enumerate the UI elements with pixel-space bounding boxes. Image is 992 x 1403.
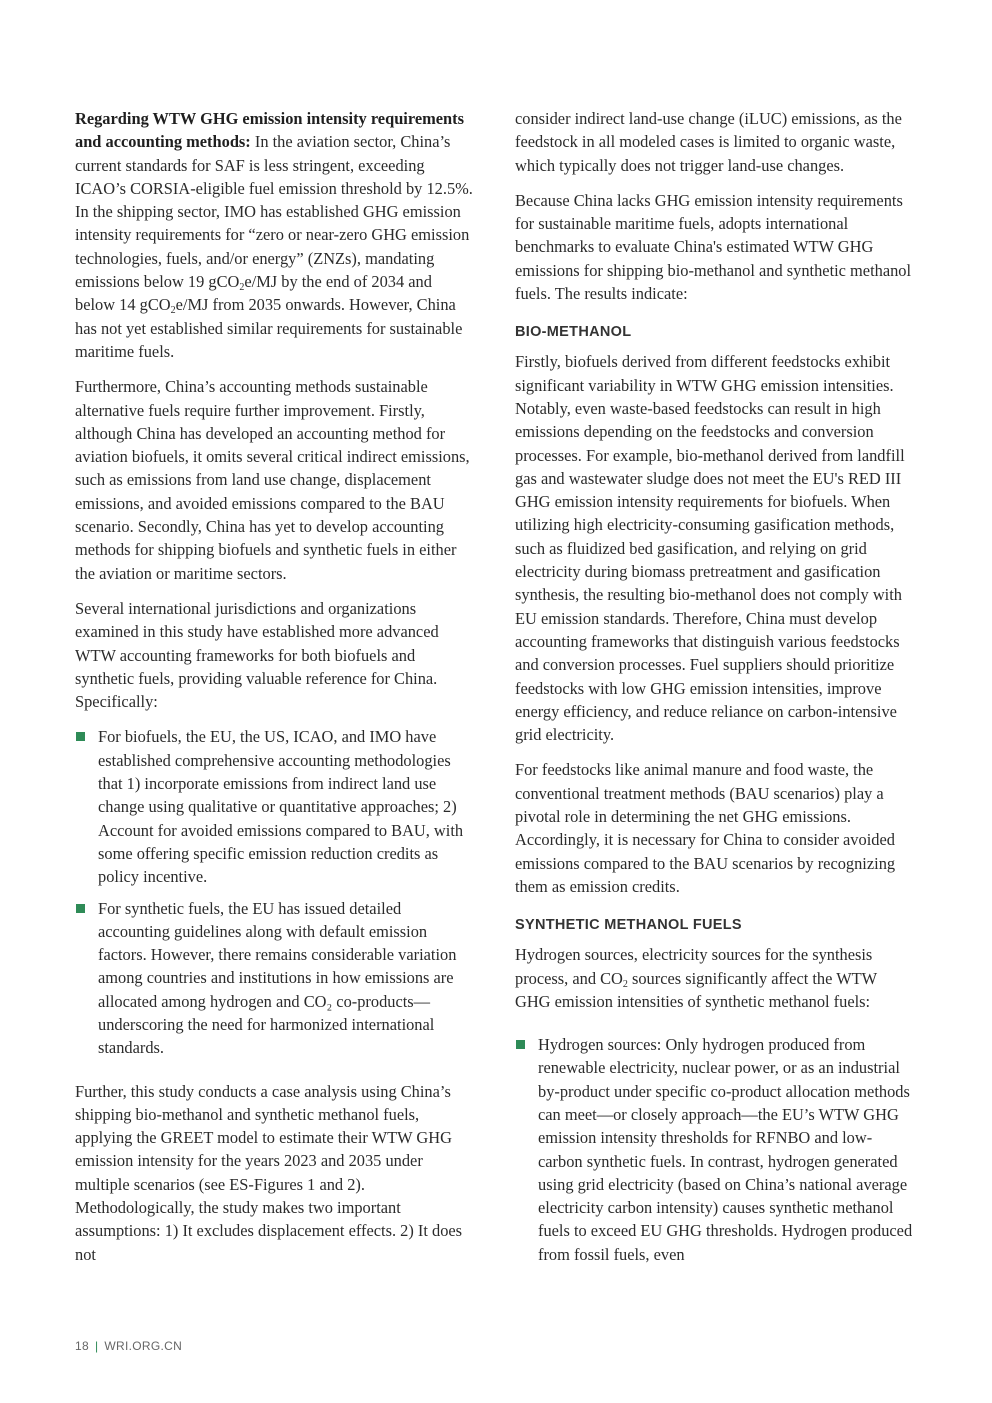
list-item-text: For synthetic fuels, the EU has issued detailed accounting guidelines along with default emission factors. However, there remains considerable variation among countries and institutions in how emissions are allocated among hydrogen and CO₂ co-products—underscoring the need for harmonized international standards.: [98, 898, 457, 1058]
paragraph-text: sources significantly affect the WTW GHG emission intensities of synthetic methanol fuels:: [515, 968, 877, 1011]
bullet-list: [75, 725, 475, 1059]
list-item: [515, 1033, 915, 1266]
paragraph-text: In the aviation sector, China’s current standards for SAF is less stringent, exceeding ICAO’s CORSIA-eligible fuel emission threshold by 12.5%. In the shipping sector, IMO has established GHG emission intensity requirements for “zero or near-zero GHG emission technologies, fuels, and/or energy” (ZNZs), mandating emissions below 19 gCO: [75, 132, 473, 292]
site-link[interactable]: WRI.ORG.CN: [104, 1339, 183, 1353]
square-bullet-icon: [516, 1040, 525, 1049]
paragraph-benchmarks: Because China lacks GHG emission intensity requirements for sustainable maritime fuels, adopts international benchmarks to evaluate China's estimated WTW GHG emissions for shipping bio-methanol and synthetic methanol fuels. The results indicate:: [515, 190, 912, 304]
right-column: [515, 107, 915, 1278]
subscript: 2: [622, 978, 628, 990]
list-item: [75, 897, 475, 1060]
paragraph-lead-bold: Regarding WTW GHG emission intensity requirements and accounting methods:: [75, 109, 464, 152]
paragraph-international: Several international jurisdictions and organizations examined in this study have established more advanced WTW accounting frameworks for both biofuels and synthetic fuels, providing valuable reference for China. Specifically:: [75, 598, 439, 712]
square-bullet-icon: [76, 732, 85, 741]
section-heading-synthetic-methanol: SYNTHETIC METHANOL FUELS: [515, 917, 742, 934]
page-footer: [75, 1339, 182, 1353]
list-item-text: For biofuels, the EU, the US, ICAO, and IMO have established comprehensive accounting methodologies that 1) incorporate emissions from indirect land use change using qualitative or quantitative approaches; 2) Account for avoided emissions compared to BAU, with some offering specific emission reduction credits as policy incentive.: [98, 727, 464, 887]
paragraph-text: Hydrogen sources, electricity sources for the synthesis process, and CO: [515, 945, 873, 988]
square-bullet-icon: [76, 904, 85, 913]
paragraph-wtw-requirements: [75, 107, 475, 363]
paragraph-iluc: consider indirect land-use change (iLUC) emissions, as the feedstock in all modeled cases is limited to organic waste, which typically does not trigger land-use changes.: [515, 109, 902, 175]
paragraph-text: e/MJ from 2035 onwards. However, China has not yet established similar requirements for sustainable maritime fuels.: [75, 295, 463, 361]
list-item-text: Hydrogen sources: Only hydrogen produced from renewable electricity, nuclear power, or as an industrial by-product under specific co-product allocation methods can meet—or closely approach—the EU’s WTW GHG emission intensity thresholds for RFNBO and low-carbon synthetic fuels. In contrast, hydrogen generated using grid electricity (based on China’s national average electricity carbon intensity) causes synthetic methanol fuels to exceed EU GHG thresholds. Hydrogen produced from fossil fuels, even: [538, 1035, 913, 1264]
bullet-list: [515, 1033, 915, 1266]
paragraph-hydrogen-sources: [515, 943, 915, 1013]
page-number: 18: [75, 1339, 89, 1353]
left-column: [75, 107, 475, 1278]
footer-separator: |: [94, 1339, 99, 1353]
list-item: [75, 725, 475, 888]
subscript: 2: [170, 305, 176, 317]
subscript: 2: [239, 282, 245, 294]
paragraph-case-analysis: Further, this study conducts a case analysis using China’s shipping bio-methanol and synthetic methanol fuels, applying the GREET model to estimate their WTW GHG emission intensity for the years 2023 and 2035 under multiple scenarios (see ES-Figures 1 and 2). Methodologically, the study makes two important assumptions: 1) It excludes displacement effects. 2) It does not: [75, 1081, 463, 1264]
paragraph-text: e/MJ by the end of 2034 and below 14 gCO: [75, 272, 432, 315]
section-heading-bio-methanol: BIO-METHANOL: [515, 324, 632, 341]
paragraph-accounting-methods: Furthermore, China’s accounting methods sustainable alternative fuels require further improvement. Firstly, although China has developed an accounting method for aviation biofuels, it omits several critical indirect emissions, such as emissions from land use change, displacement emissions, and avoided emissions compared to the BAU scenario. Secondly, China has yet to develop accounting methods for shipping biofuels and synthetic fuels in either the aviation or maritime sectors.: [75, 377, 470, 583]
paragraph-feedstocks: For feedstocks like animal manure and food waste, the conventional treatment methods (BAU scenarios) play a pivotal role in determining the net GHG emissions. Accordingly, it is necessary for China to consider avoided emissions compared to the BAU scenarios by recognizing them as emission credits.: [515, 760, 896, 896]
paragraph-biofuels: Firstly, biofuels derived from different feedstocks exhibit significant variability in WTW GHG emission intensities. Notably, even waste-based feedstocks can result in high emissions depending on the feedstocks and conversion processes. For example, bio-methanol derived from landfill gas and wastewater sludge does not meet the EU's RED III GHG emission intensity requirements for biofuels. When utilizing high electricity-consuming gasification methods, such as fluidized bed gasification, and relying on grid electricity during biomass pretreatment and gasification synthesis, the resulting bio-methanol does not comply with EU emission standards. Therefore, China must develop accounting frameworks that distinguish various feedstocks and conversion processes. Fuel suppliers should prioritize feedstocks with low GHG emission intensities, improve energy efficiency, and reduce reliance on carbon-intensive grid electricity.: [515, 352, 905, 745]
